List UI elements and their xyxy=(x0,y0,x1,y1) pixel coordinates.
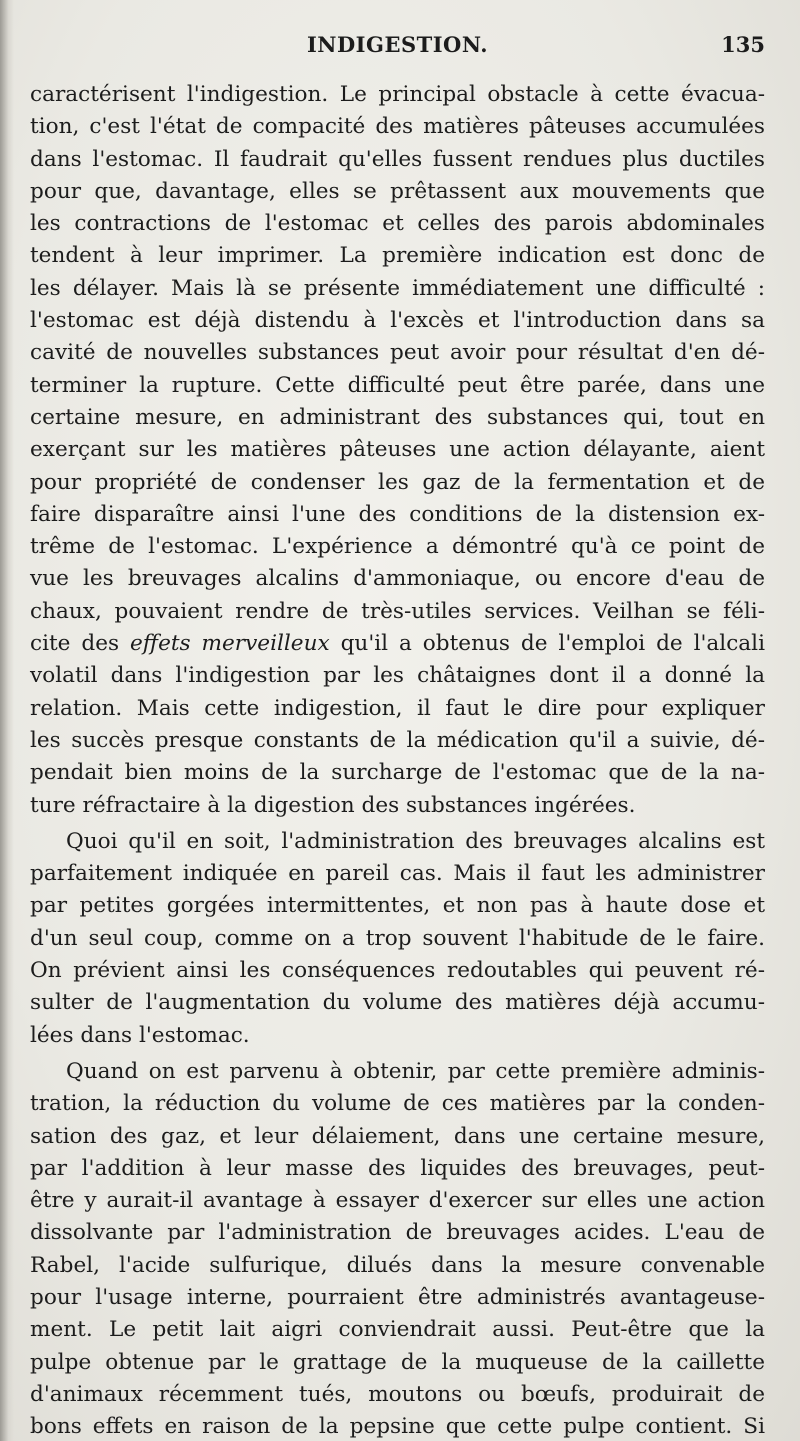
text-line: par petites gorgées intermittentes, et non pas à haute dose et xyxy=(30,893,765,919)
text-line: dissolvante par l'administration de breuvages acides. L'eau de xyxy=(30,1220,765,1246)
body-text xyxy=(30,79,765,1441)
text-line: pour propriété de condenser les gaz de la fermentation et de xyxy=(30,469,765,495)
text-run: cite des xyxy=(30,631,130,657)
text-line: volatil dans l'indigestion par les châtaignes dont il a donné la xyxy=(30,663,765,689)
text-line: dans l'estomac. Il faudrait qu'elles fussent rendues plus ductiles xyxy=(30,146,765,172)
text-line: les contractions de l'estomac et celles des parois abdominales xyxy=(30,211,765,237)
text-line: certaine mesure, en administrant des substances qui, tout en xyxy=(30,404,765,430)
text-line: relation. Mais cette indigestion, il faut le dire pour expliquer xyxy=(30,695,765,721)
text-line: chaux, pouvaient rendre de très-utiles services. Veilhan se féli- xyxy=(30,598,765,624)
text-line: faire disparaître ainsi l'une des conditions de la distension ex- xyxy=(30,501,765,527)
text-line: l'estomac est déjà distendu à l'excès et l'introduction dans sa xyxy=(30,308,765,334)
text-line: ment. Le petit lait aigri conviendrait aussi. Peut-être que la xyxy=(30,1317,765,1343)
paragraph-1 xyxy=(30,79,765,822)
text-line: ture réfractaire à la digestion des substances ingérées. xyxy=(30,792,636,818)
text-line: vue les breuvages alcalins d'ammoniaque, ou encore d'eau de xyxy=(30,566,765,592)
text-line: tion, c'est l'état de compacité des matières pâteuses accumulées xyxy=(30,114,765,140)
italic-phrase: effets merveilleux xyxy=(129,631,330,657)
text-line: pour que, davantage, elles se prêtassent aux mouvements que xyxy=(30,178,765,204)
text-line: Quoi qu'il en soit, l'administration des breuvages alcalins est xyxy=(66,828,765,854)
text-line: pendait bien moins de la surcharge de l'estomac que de la na- xyxy=(30,760,765,786)
paragraph-2 xyxy=(30,826,765,1052)
text-line: sation des gaz, et leur délaiement, dans une certaine mesure, xyxy=(30,1123,765,1149)
page-gutter-shadow xyxy=(0,0,14,1441)
text-line: les délayer. Mais là se présente immédiatement une difficulté : xyxy=(30,275,765,301)
text-line: caractérisent l'indigestion. Le principal obstacle à cette évacua- xyxy=(30,82,765,107)
text-line: les succès presque constants de la médication qu'il a suivie, dé- xyxy=(30,727,765,753)
text-line-with-italic xyxy=(30,628,765,660)
text-line: tration, la réduction du volume de ces matières par la conden- xyxy=(30,1091,765,1117)
text-line: sulter de l'augmentation du volume des matières déjà accumu- xyxy=(30,990,765,1016)
text-line: exerçant sur les matières pâteuses une action délayante, aient xyxy=(30,437,765,463)
page-number: 135 xyxy=(721,32,765,57)
text-line: pour l'usage interne, pourraient être administrés avantageuse- xyxy=(30,1284,765,1310)
text-line: lées dans l'estomac. xyxy=(30,1022,250,1048)
text-line: bons effets en raison de la pepsine que cette pulpe contient. Si xyxy=(30,1414,765,1440)
text-line: d'animaux récemment tués, moutons ou bœufs, produirait de xyxy=(30,1381,765,1407)
text-line: tendent à leur imprimer. La première indication est donc de xyxy=(30,243,765,269)
paragraph-3 xyxy=(30,1056,765,1441)
text-line: trême de l'estomac. L'expérience a démontré qu'à ce point de xyxy=(30,534,765,560)
text-line: être y aurait-il avantage à essayer d'exercer sur elles une action xyxy=(30,1188,765,1214)
text-line: pulpe obtenue par le grattage de la muqueuse de la caillette xyxy=(30,1349,765,1375)
text-line: Rabel, l'acide sulfurique, dilués dans la mesure convenable xyxy=(30,1252,765,1278)
text-line: par l'addition à leur masse des liquides des breuvages, peut- xyxy=(30,1155,765,1181)
text-line: Quand on est parvenu à obtenir, par cette première adminis- xyxy=(66,1058,765,1084)
text-line: cavité de nouvelles substances peut avoir pour résultat d'en dé- xyxy=(30,340,765,366)
running-head xyxy=(30,32,765,64)
text-line: parfaitement indiquée en pareil cas. Mais il faut les administrer xyxy=(30,861,765,887)
text-line: d'un seul coup, comme on a trop souvent l'habitude de le faire. xyxy=(30,925,765,951)
text-line: On prévient ainsi les conséquences redoutables qui peuvent ré- xyxy=(30,958,765,984)
text-run: qu'il a obtenus de l'emploi de l'alcali xyxy=(329,631,765,657)
text-line: terminer la rupture. Cette difficulté peut être parée, dans une xyxy=(30,372,765,398)
running-head-title: INDIGESTION. xyxy=(306,32,489,57)
